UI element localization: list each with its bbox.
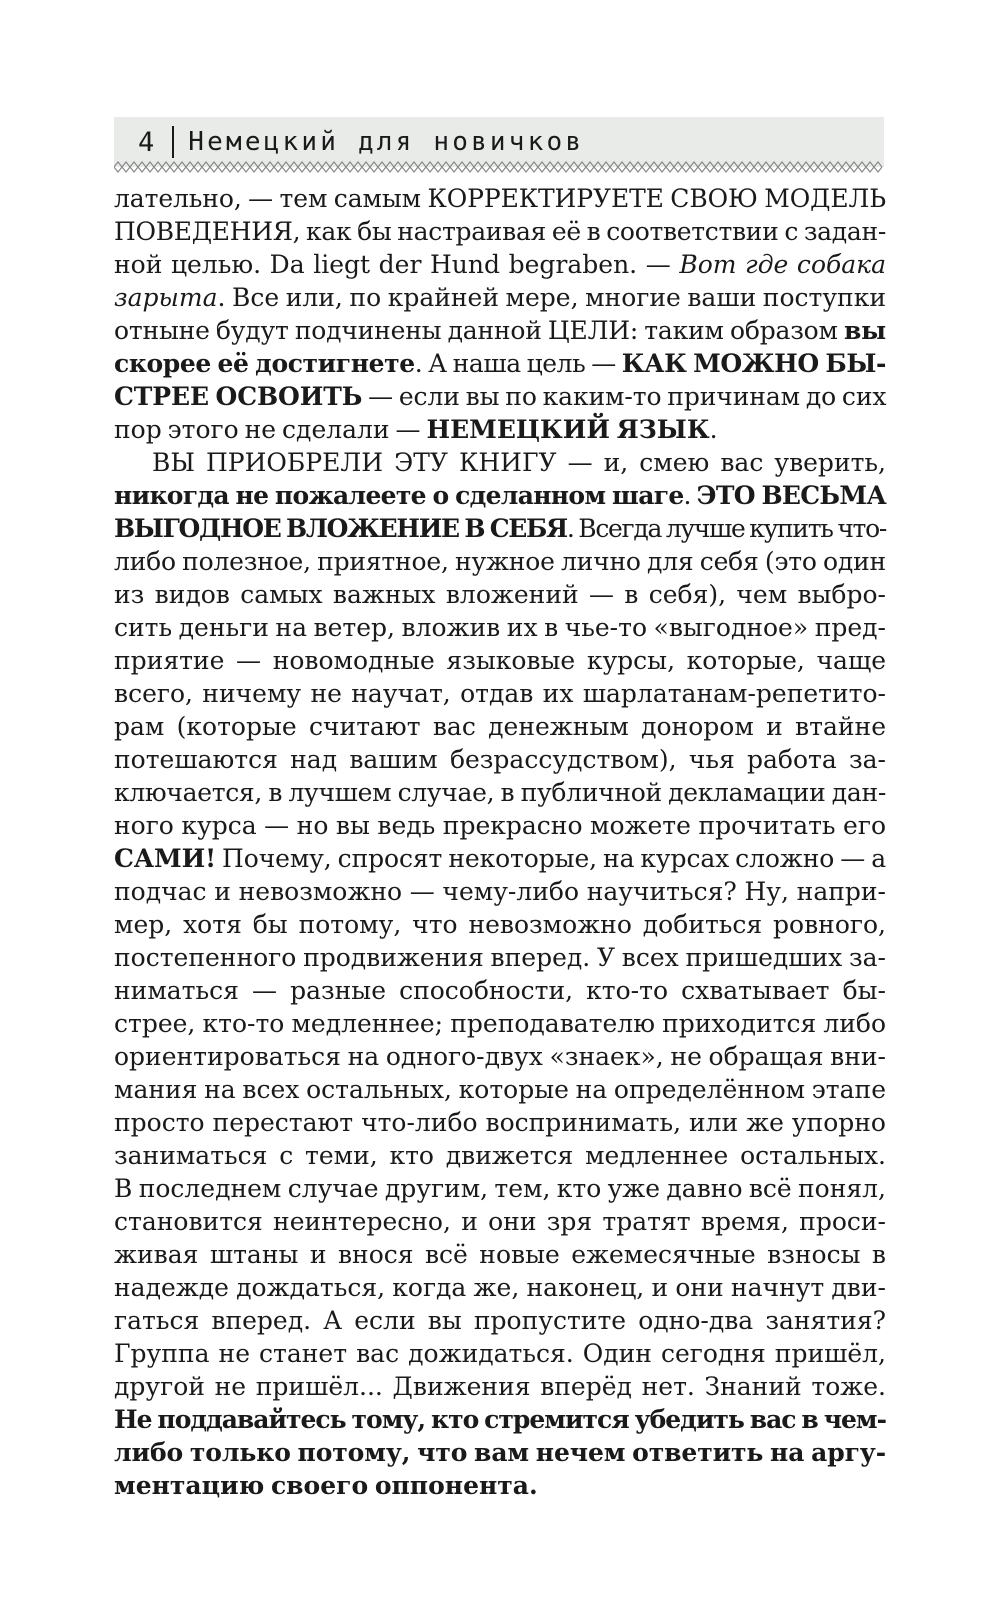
text-line (114, 578, 886, 611)
text-segment: из видов самых важных вложений — в себя), чем выбро- (114, 580, 886, 609)
text-segment: . Все или, по крайней мере, многие ваши поступки (217, 283, 886, 312)
text-line (114, 974, 886, 1007)
text-segment: Вот где собака (679, 250, 886, 279)
text-segment: ВЫГОДНОЕ ВЛОЖЕНИЕ В СЕБЯ (114, 514, 567, 543)
text-segment: заниматься с теми, кто движется медленнее остальных. (114, 1141, 886, 1170)
text-line (114, 1271, 886, 1304)
text-line (114, 1139, 886, 1172)
text-line (114, 1106, 886, 1139)
text-line (114, 809, 886, 842)
text-line (114, 380, 886, 413)
page-number: 4 (138, 126, 157, 158)
text-line (114, 1304, 886, 1337)
text-line (114, 446, 886, 479)
text-segment: . (683, 481, 697, 510)
text-line (114, 347, 886, 380)
text-segment: стрее, кто-то медленнее; преподавателю приходится либо (114, 1009, 886, 1038)
text-segment: ключается, в лучшем случае, в публичной декламации дан- (114, 778, 886, 807)
text-segment: ориентироваться на одного-двух «знаек», не обращая вни- (114, 1042, 886, 1071)
text-line (114, 413, 886, 446)
text-segment: САМИ! (114, 844, 217, 873)
text-line (114, 710, 886, 743)
text-segment: Не поддавайтесь тому, кто стремится убедить вас в чем- (114, 1405, 886, 1434)
text-segment: СТРЕЕ ОСВОИТЬ (114, 382, 363, 411)
text-segment: ВЫ ПРИОБРЕЛИ ЭТУ КНИГУ — и, смею вас уверить, (152, 448, 886, 477)
text-line (114, 215, 886, 248)
text-line (114, 1337, 886, 1370)
text-segment: НЕМЕЦКИЙ ЯЗЫК (426, 415, 710, 444)
text-line (114, 182, 886, 215)
text-segment: мания на всех остальных, которые на определённом этапе (114, 1075, 886, 1104)
text-line (114, 677, 886, 710)
text-segment: рам (которые считают вас денежным донором и втайне (114, 712, 886, 741)
text-line (114, 1172, 886, 1205)
text-segment: всего, ничему не научат, отдав их шарлатанам-репетито- (114, 679, 886, 708)
text-segment: ной целью. Da liegt der Hund begraben. — (114, 250, 680, 279)
text-line (114, 248, 886, 281)
text-line (114, 1238, 886, 1271)
text-segment: ЭТО ВЕСЬМА (696, 481, 886, 510)
zigzag-ornament-rule (114, 160, 884, 174)
text-segment: другой не пришёл... Движения вперёд нет. Знаний тоже. (114, 1372, 886, 1401)
header-divider (172, 126, 174, 158)
text-segment: . (709, 415, 718, 444)
book-title: Немецкий для новичков (188, 127, 585, 157)
text-line (114, 314, 886, 347)
text-segment: ментацию своего оппонента. (114, 1471, 538, 1500)
text-segment: сить деньги на ветер, вложив их в чье-то «выгодное» пред- (114, 613, 886, 642)
text-segment: В последнем случае другим, тем, кто уже давно всё понял, (114, 1174, 886, 1203)
text-segment: вы (843, 316, 886, 345)
text-segment: мер, хотя бы потому, что невозможно добиться ровного, (114, 910, 886, 939)
text-line (114, 1469, 886, 1502)
text-segment: становится неинтересно, и они зря тратят время, проси- (114, 1207, 886, 1236)
text-segment: потешаются над вашим безрассудством), чья работа за- (114, 745, 886, 774)
text-segment: . А наша цель — (414, 349, 622, 378)
text-line (114, 281, 886, 314)
text-segment: лательно, — тем самым КОРРЕКТИРУЕТЕ СВОЮ МОДЕЛЬ (114, 184, 886, 213)
text-line (114, 1370, 886, 1403)
text-line (114, 941, 886, 974)
text-segment: КАК МОЖНО БЫ- (621, 349, 886, 378)
text-line (114, 842, 886, 875)
text-line (114, 1040, 886, 1073)
text-line (114, 479, 886, 512)
text-segment: либо полезное, приятное, нужное лично для себя (это один (114, 547, 886, 576)
text-segment: Группа не станет вас дожидаться. Один сегодня пришёл, (114, 1339, 886, 1368)
text-segment: подчас и невозможно — чему-либо научиться? Ну, напри- (114, 877, 886, 906)
text-segment: . Всегда лучше купить что- (566, 514, 886, 543)
text-segment: надежде дождаться, когда же, наконец, и они начнут дви- (114, 1273, 886, 1302)
text-segment: скорее её достигнете (114, 349, 415, 378)
text-segment: гаться вперед. А если вы пропустите одно-два занятия? (114, 1306, 886, 1335)
text-segment: зарыта (114, 283, 218, 312)
text-segment: ного курса — но вы ведь прекрасно можете прочитать его (114, 811, 886, 840)
text-segment: — если вы по каким-то причинам до сих (362, 382, 887, 411)
text-segment: приятие — новомодные языковые курсы, которые, чаще (114, 646, 886, 675)
text-line (114, 1403, 886, 1436)
text-segment: ниматься — разные способности, кто-то схватывает бы- (114, 976, 886, 1005)
text-line (114, 1205, 886, 1238)
text-segment: пор этого не сделали — (114, 415, 427, 444)
text-segment: Почему, спросят некоторые, на курсах сложно — а (216, 844, 886, 873)
text-segment: никогда не пожалеете о сделанном шаге (114, 481, 684, 510)
text-line (114, 875, 886, 908)
text-line (114, 611, 886, 644)
text-line (114, 908, 886, 941)
text-line (114, 512, 886, 545)
text-segment: просто перестают что-либо воспринимать, или же упорно (114, 1108, 886, 1137)
text-line (114, 1073, 886, 1106)
text-line (114, 743, 886, 776)
text-segment: живая штаны и внося всё новые ежемесячные взносы в (114, 1240, 886, 1269)
text-line (114, 1436, 886, 1469)
text-line (114, 545, 886, 578)
text-segment: отныне будут подчинены данной ЦЕЛИ: таким образом (114, 316, 844, 345)
text-segment: ПОВЕДЕНИЯ, как бы настраивая её в соответствии с задан- (114, 217, 886, 246)
text-line (114, 1007, 886, 1040)
text-segment: либо только потому, что вам нечем ответить на аргу- (114, 1438, 886, 1467)
body-text (114, 182, 886, 1502)
text-line (114, 644, 886, 677)
text-line (114, 776, 886, 809)
text-segment: постепенного продвижения вперед. У всех пришедших за- (114, 943, 886, 972)
